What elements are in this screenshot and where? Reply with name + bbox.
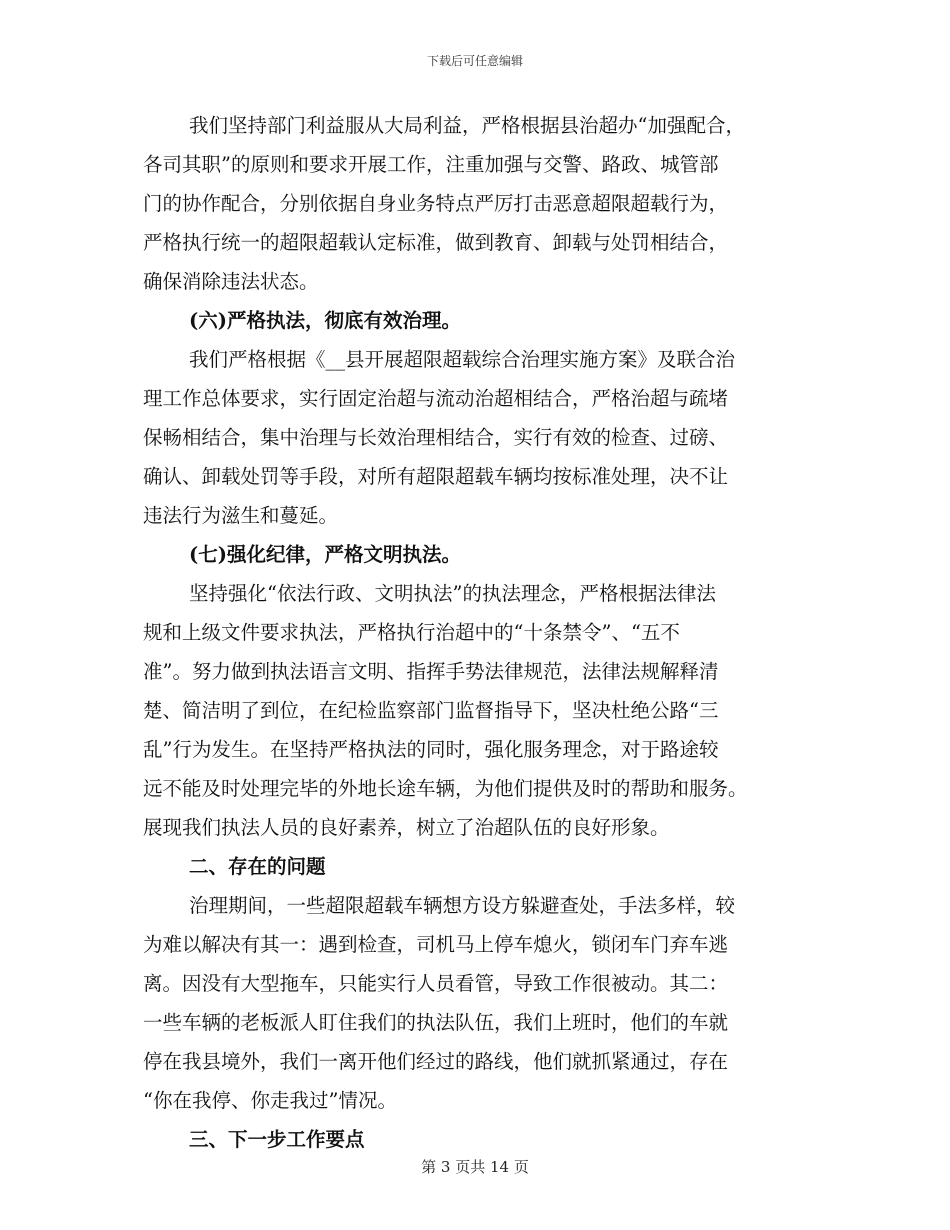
paragraph-line: 保畅相结合，集中治理与长效治理相结合，实行有效的检查、过磅、 <box>143 426 729 449</box>
section-heading: 三、下一步工作要点 <box>189 1128 365 1151</box>
paragraph-line: 远不能及时处理完毕的外地长途车辆，为他们提供及时的帮助和服务。 <box>143 777 748 800</box>
paragraph-line: 规和上级文件要求执法，严格执行治超中的“十条禁令”、“五不 <box>143 621 680 644</box>
paragraph-line: 一些车辆的老板派人盯住我们的执法队伍，我们上班时，他们的车就 <box>143 1011 729 1034</box>
paragraph-line: “你在我停、你走我过”情况。 <box>143 1089 397 1112</box>
paragraph-line: 我们坚持部门利益服从大局利益，严格根据县治超办“加强配合， <box>189 114 745 137</box>
paragraph-line: 违法行为滋生和蔓延。 <box>143 504 339 527</box>
paragraph-line: 治理期间，一些超限超载车辆想方设方躲避查处，手法多样，较 <box>189 894 736 917</box>
paragraph-line: 坚持强化“依法行政、文明执法”的执法理念，严格根据法律法 <box>189 582 716 605</box>
paragraph-line: 停在我县境外，我们一离开他们经过的路线，他们就抓紧通过，存在 <box>143 1050 729 1073</box>
page-header: 下载后可任意编辑 <box>426 54 523 68</box>
paragraph-line: 离。因没有大型拖车，只能实行人员看管，导致工作很被动。其二： <box>143 972 729 995</box>
section-heading: 二、存在的问题 <box>189 855 326 878</box>
paragraph-line: 严格执行统一的超限超载认定标准，做到教育、卸载与处罚相结合， <box>143 231 729 254</box>
paragraph-line: 乱”行为发生。在坚持严格执法的同时，强化服务理念，对于路途较 <box>143 738 719 761</box>
paragraph-line: 确保消除违法状态。 <box>143 270 319 293</box>
document-body <box>143 106 813 1159</box>
paragraph-line: 确认、卸载处罚等手段，对所有超限超载车辆均按标准处理，决不让 <box>143 465 729 488</box>
paragraph-line: 楚、简洁明了到位，在纪检监察部门监督指导下，坚决杜绝公路“三 <box>143 699 719 722</box>
paragraph-line: 各司其职”的原则和要求开展工作，注重加强与交警、路政、城管部 <box>143 153 719 176</box>
page-number: 第 3 页共 14 页 <box>421 1158 529 1176</box>
paragraph-line: 理工作总体要求，实行固定治超与流动治超相结合，严格治超与疏堵 <box>143 387 729 410</box>
paragraph-line: 为难以解决有其一：遇到检查，司机马上停车熄火，锁闭车门弃车逃 <box>143 933 729 956</box>
paragraph-line: 展现我们执法人员的良好素养，树立了治超队伍的良好形象。 <box>143 816 670 839</box>
paragraph-line: 门的协作配合，分别依据自身业务特点严厉打击恶意超限超载行为， <box>143 192 729 215</box>
section-heading: (六)严格执法，彻底有效治理。 <box>189 309 461 332</box>
paragraph-line: 我们严格根据《__县开展超限超载综合治理实施方案》及联合治 <box>189 348 736 371</box>
paragraph-line: 准”。努力做到执法语言文明、指挥手势法律规范，法律法规解释清 <box>143 660 719 683</box>
section-heading: (七)强化纪律，严格文明执法。 <box>189 543 461 566</box>
